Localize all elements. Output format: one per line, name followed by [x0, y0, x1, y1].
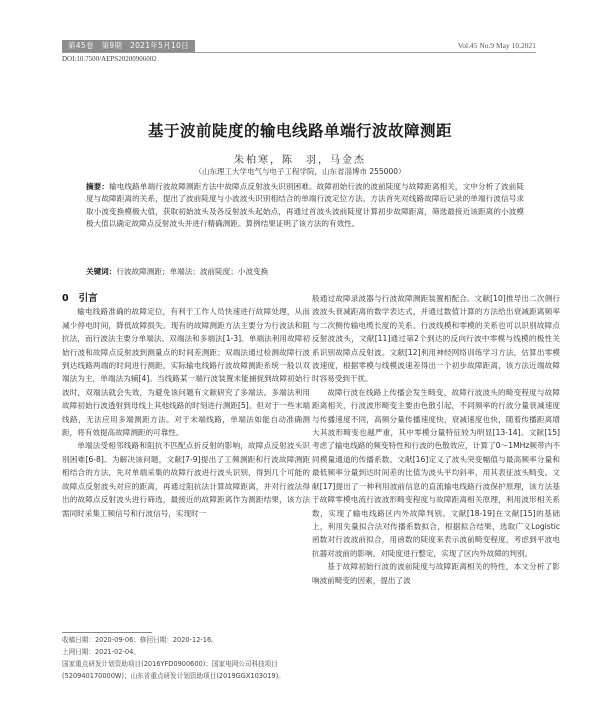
- paper-title: 基于波前陡度的输电线路单端行波故障测距: [147, 122, 452, 140]
- paragraph: 基于故障初始行波的波前陡度与故障距离相关的特性，本文分析了影响波前畸变的因素，提出了波: [312, 562, 560, 585]
- affiliation: （山东理工大学电气与电子工程学院，山东省淄博市 255000）: [194, 167, 406, 176]
- keywords-label: 关键词：: [86, 267, 117, 276]
- footnote-rule: [62, 632, 152, 633]
- section-heading: [62, 292, 310, 305]
- journal-issue-banner: 第45卷 第9期 2021年5月10日: [62, 40, 195, 52]
- authors: 朱柏寒，陈 羽，马金杰: [234, 155, 366, 166]
- footnote-online: 上网日期：2021-02-04。: [62, 648, 140, 656]
- abstract-label: 摘要：: [86, 182, 110, 191]
- footnote-funding: 国家重点研发计划资助项目(2016YFD0900600)；国家电网公司科技项目(520940170000W)；山东省重点研发计划资助项目(2019GGX103019)。: [62, 660, 285, 680]
- section-title: 引言: [78, 293, 98, 304]
- header-rule: [62, 52, 536, 53]
- abstract-text: 输电线路单端行波故障测距方法中故障点反射波头识别困难。故障初始行波的波前陡度与故障距离相关，文中分析了波前陡度与故障距离的关系，提出了波前陡度与小波波头识别相结合的单端行波定位方法。方法首先对线路故障后记录的单端行波信号求取小波变换模极大值，获取初始波头及各反射波头起始点，再通过首波头波前陡度计算初步故障距离，筛选最接近该距离的小波模极大值以确定故障点反射波头并进行精确测距。算例结果证明了该方法的有效性。: [86, 182, 524, 229]
- doi: DOI:10.7500/AEPS20200906002: [62, 55, 157, 63]
- keywords-text: 行波故障测距；单端法；波前陡度；小波变换: [116, 267, 269, 276]
- body-column-left: [62, 292, 310, 520]
- section-number: 0: [62, 293, 69, 304]
- paragraph: 单端法受相邻线路和阻抗不匹配点折反射的影响，故障点反射波头识别困难[6-8]。为解决该问题，文献[7-9]提出了工频测距和行波故障测距相结合的方法，先对单端采集的故障行波进行波头识别，得到几个可能的故障点反射波头对应的距离，再通过阻抗法计算故障距离，并对行波法得出的故障点反射波头进行筛选，最接近的故障距离作为测距结果，该方法需同时采集工频信号和行波信号，实现时一: [62, 441, 310, 518]
- keywords: [86, 266, 524, 278]
- journal-volume-info: Vol.45 No.9 May 10,2021: [457, 41, 536, 50]
- footnotes: [62, 634, 310, 682]
- paragraph: 输电线路准确的故障定位，有利于工作人员快速进行故障处理，从而减少停电时间，降低故障损失。现有的故障测距方法主要分为行波法和阻抗法，而行波法主要分单端法、双端法和多端法[1-3]。单端法利用故障初始行波和故障点反射波到测量点的时间差测距；双端法通过检测故障行波到达线路两端的时间进行测距，实际输电线路行波故障测距系统一般以双端法为主，单端法为辅[4]。当线路某一端行波装置未能捕捉到故障初始行波时，双端法就会失效，为避免该问题有文献研究了多端法。多端法利用故障初始行波透射到母线上其他线路的时刻进行测距[5]。但对于一些末端线路，无法应用多端测距方法。对于末端线路，单端法如能自动准确测距，将有效提高故障测距的可靠性。: [62, 307, 310, 438]
- paragraph: 般通过故障录波器与行波故障测距装置相配合。文献[10]推导出二次侧行波波头衰减距离的数学表达式，并通过数值计算的方法给出衰减距离频率与二次侧传输电缆长度的关系。行波线模和零模的关系也可以识别故障点反射波波头，文献[11]通过第2个到达的反向行波中零模与线模的极性关系识别故障点反射波。文献[12]利用神经网络训练学习方法，估算出零模波速度，根据零模与线模波速差得出一个初步故障距离，该方法近端故障时容易受到干扰。: [312, 294, 560, 384]
- abstract: [86, 181, 524, 230]
- footnote-received: 收稿日期：2020-09-06；修回日期：2020-12-16。: [62, 636, 218, 644]
- paragraph: 故障行波在线路上传播会发生畸变，故障行波波头的畸变程度与故障距离相关，行波波形畸变主要由色散引起，不同频率的行波分量衰减速度与传播速度不同，高频分量传播速度快，衰减速度也快，随着传播距离增大其波形畸变也越严重，其中零模分量特征较为明显[13-14]。文献[15]考虑了输电线路的频变特性和行波的色散效应，计算了0～1MHz频带内不同模量通道的传播系数。文献[16]定义了波头突变幅值与最高频率分量和最低频率分量到达时间差的比值为波头平均斜率，用其表征波头畸变。文献[17]提出了一种利用波前信息的直流输电线路行波保护原理，该方法基于故障零模电流行波波形畸变程度与故障距离相关原理，利用波形相关系数，实现了输电线路区内外故障判别。文献[18-19]在文献[15]的基础上，利用失量拟合法对传播系数拟合，根据拟合结果，选取广义Logistic函数对行波波前拟合，用函数的陡度来表示波前畸变程度，考虑到平波电抗器对波前的影响，对陡度进行整定，实现了区内外故障的判别。: [312, 387, 560, 558]
- body-column-right: [312, 292, 560, 587]
